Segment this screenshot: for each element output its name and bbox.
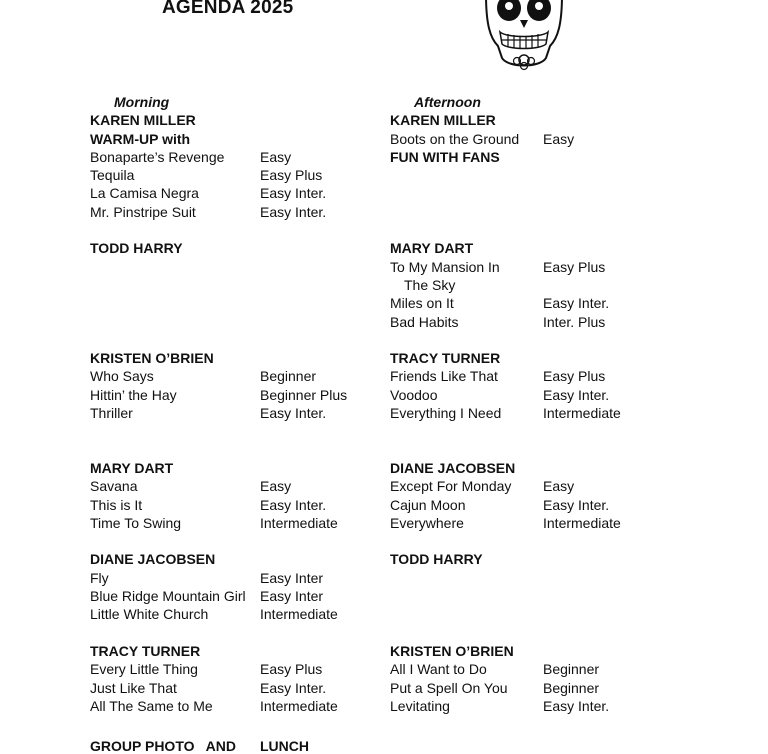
song-level: Inter. Plus [543,313,606,330]
list-item [90,404,420,422]
list-item [90,605,420,623]
list-item [90,569,420,587]
list-item [90,367,420,385]
lunch-label: LUNCH [260,738,309,754]
afternoon-column [390,93,690,715]
song-level: Easy Plus [260,167,323,184]
song-title: La Camisa Negra [90,185,199,202]
list-item [90,203,420,221]
song-title: Blue Ridge Mountain Girl [90,588,246,605]
list-item [390,496,690,514]
list-item [390,313,690,331]
footer-line [90,738,309,754]
song-title: Tequila [90,167,135,184]
list-item [390,294,690,312]
song-level: Intermediate [260,697,338,714]
song-level: Easy Inter. [260,185,327,202]
song-title: To My Mansion In [390,258,500,275]
song-level: Easy Inter. [543,295,610,312]
song-level: Beginner Plus [260,386,348,403]
page-title: AGENDA 2025 [162,0,294,18]
song-title: Bonaparte’s Revenge [90,148,225,165]
list-item [390,367,690,385]
song-level: Easy Plus [543,368,606,385]
afternoon-heading: Afternoon [414,94,481,110]
song-title: Everything I Need [390,405,502,422]
list-item [390,477,690,495]
song-level: Easy Inter. [543,697,610,714]
song-title: Bad Habits [390,313,459,330]
song-title: Boots on the Ground [390,130,520,147]
song-level: Easy [260,148,292,165]
list-item [90,386,420,404]
instructor-name: KRISTEN O’BRIEN [390,642,514,659]
song-title: Time To Swing [90,514,182,531]
list-item [390,514,690,532]
song-title: Everywhere [390,514,464,531]
list-item [390,276,690,294]
song-title: Friends Like That [390,368,498,385]
song-level: Easy Inter. [543,386,610,403]
list-item [90,697,420,715]
warm-up-note: WARM-UP with [90,130,191,147]
sugar-skull-icon [476,0,572,78]
song-title: Who Says [90,368,154,385]
song-title: Savana [90,478,138,495]
list-item [390,697,690,715]
song-title: Fly [90,569,109,586]
song-level: Easy Inter. [260,679,327,696]
instructor-name: MARY DART [90,459,174,476]
instructor-name: TODD HARRY [390,551,483,568]
song-title: Just Like That [90,679,177,696]
fun-with-fans-note: FUN WITH FANS [390,148,500,165]
instructor-name: KAREN MILLER [390,112,496,129]
list-item [90,660,420,678]
list-item [90,587,420,605]
song-title: Miles on It [390,295,454,312]
instructor-name: DIANE JACOBSEN [390,459,516,476]
song-level: Easy Inter. [260,496,327,513]
instructor-name: KAREN MILLER [90,112,196,129]
instructor-name: MARY DART [390,240,474,257]
list-item [390,404,690,422]
song-title: Voodoo [390,386,438,403]
song-title: Levitating [390,697,450,714]
group-photo-label: GROUP PHOTO AND [90,738,236,754]
list-item [90,514,420,532]
instructor-name: TRACY TURNER [390,350,501,367]
instructor-name: DIANE JACOBSEN [90,551,216,568]
song-title: Every Little Thing [90,661,198,678]
song-title: Put a Spell On You [390,679,508,696]
song-title: This is It [90,496,143,513]
song-level: Beginner [543,661,600,678]
instructor-name: KRISTEN O’BRIEN [90,350,214,367]
song-level: Intermediate [260,514,338,531]
song-title: Except For Monday [390,478,512,495]
song-level: Easy Plus [260,661,323,678]
list-item [90,496,420,514]
song-title: Thriller [90,405,133,422]
morning-heading: Morning [114,94,170,110]
song-level: Beginner [260,368,317,385]
list-item [90,679,420,697]
list-item [390,386,690,404]
list-item [90,184,420,202]
song-level: Easy Inter. [543,496,610,513]
song-title: Cajun Moon [390,496,466,513]
song-level: Easy [543,130,575,147]
list-item [390,660,690,678]
list-item [90,148,420,166]
song-level: Beginner [543,679,600,696]
song-title: All I Want to Do [390,661,487,678]
list-item [90,166,420,184]
list-item [390,679,690,697]
song-title: The Sky [404,276,456,293]
song-level: Easy [543,478,575,495]
song-title: Mr. Pinstripe Suit [90,203,196,220]
song-level: Easy Plus [543,258,606,275]
song-level: Intermediate [260,606,338,623]
song-level: Easy Inter. [260,203,327,220]
morning-column [90,93,420,715]
song-level: Intermediate [543,514,621,531]
song-title: All The Same to Me [90,697,213,714]
song-level: Easy Inter [260,588,324,605]
instructor-name: TRACY TURNER [90,642,201,659]
list-item [390,130,690,148]
song-level: Easy Inter. [260,405,327,422]
song-level: Easy [260,478,292,495]
list-item [390,258,690,276]
song-level: Intermediate [543,405,621,422]
list-item [90,477,420,495]
song-title: Little White Church [90,606,209,623]
song-level: Easy Inter [260,569,324,586]
song-title: Hittin’ the Hay [90,386,177,403]
instructor-name: TODD HARRY [90,240,183,257]
